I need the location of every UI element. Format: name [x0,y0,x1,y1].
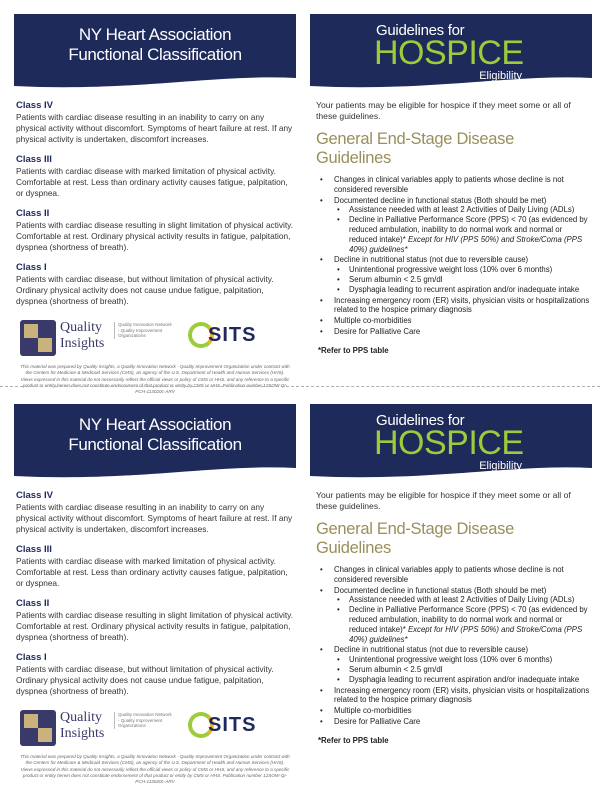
refer-note: *Refer to PPS table [318,735,389,745]
sub-list-item: • Decline in Palliative Performance Score (PPS) < 70 (as evidenced by reduced ambulation, inability to do normal work and normal or reduced intake)* Except for HIV (PPS 50%) and Stroke/Coma (PPS 40%) guidelines* [334,605,590,644]
class-heading: Class II [16,598,50,609]
disclaimer: This material was prepared by Quality Insights, a Quality Innovation Network - Quality Improvement Organization under contract with the Centers for Medicare & Medicaid Services (CMS), an agency of the U.S. Department of Health and Human Services (HHS). Views expressed in this material do not necessarily reflect the official views or policy of CMS or HHS, and any reference to a specific product or entity herein does not constitute endorsement of that product or entity by CMS or HHS. Publication number 12SOW-QI-PCH-113020c-ARV [20,364,290,395]
guidelines-for-label: Guidelines for [376,412,465,429]
guidelines-for-label: Guidelines for [376,22,465,39]
nyha-class-list [14,92,296,307]
sub-list-item: • Unintentional progressive weight loss (10% over 6 months) [334,655,590,665]
class-heading: Class III [16,544,52,555]
list-item: • Desire for Palliative Care [316,327,590,337]
class-text: Patients with cardiac disease with marked limitation of physical activity. Comfortable at rest. Less than ordinary activity causes fatigue, palpitation, or dyspnea. [16,166,288,198]
sub-list-item: • Assistance needed with at least 2 Activities of Daily Living (ADLs) [334,205,590,215]
section-title: General End-Stage Disease Guidelines [316,520,514,557]
class-i [16,652,296,697]
hospice-title: HOSPICE [374,424,524,462]
list-item: • Decline in nutritional status (not due to reversible cause) • Unintentional progressive weight loss (10% over 6 months) • Serum albumin < 2.5 gm/dl • Dysphagia leading to recurrent aspiration and/or inadequate intake [316,645,590,684]
class-heading: Class IV [16,100,53,111]
nyha-banner [14,14,296,92]
class-heading: Class II [16,208,50,219]
intro-text: Your patients may be eligible for hospice if they meet some or all of these guidelines. [316,490,571,511]
hospice-banner [310,404,592,482]
nyha-card-top [14,14,296,395]
list-item: • Multiple co-morbidities [316,706,590,716]
class-heading: Class III [16,154,52,165]
nyha-banner [14,404,296,482]
class-heading: Class I [16,652,47,663]
class-heading: Class I [16,262,47,273]
hospice-banner [310,14,592,92]
class-ii [16,208,296,253]
refer-note: *Refer to PPS table [318,345,389,355]
logo-row [14,316,296,360]
hospice-body [310,92,592,355]
quality-insights-logo-icon [20,710,56,746]
sub-list-item: • Dysphagia leading to recurrent aspiration and/or inadequate intake [334,285,590,295]
class-heading: Class IV [16,490,53,501]
class-text: Patients with cardiac disease resulting in an inability to carry on any physical activity without discomfort. Symptoms of heart failure at rest. If any physical activity is undertaken, discomfort increases. [16,112,293,144]
qin-qio-logo-text: Quality Innovation Network - Quality Improvement Organizations [114,712,174,729]
sub-list-item: • Serum albumin < 2.5 gm/dl [334,665,590,675]
intro-text: Your patients may be eligible for hospice if they meet some or all of these guidelines. [316,100,571,121]
sits-logo [186,318,276,358]
nyha-title-line2: Functional Classification [68,45,242,64]
section-title: General End-Stage Disease Guidelines [316,130,514,167]
list-item: • Increasing emergency room (ER) visits, physician visits or hospitalizations related to the hospice primary diagnosis [316,686,590,706]
sits-logo-text: SITS [208,714,257,736]
list-item: • Changes in clinical variables apply to patients whose decline is not considered reversible [316,565,590,585]
class-text: Patients with cardiac disease with marked limitation of physical activity. Comfortable at rest. Less than ordinary activity causes fatigue, palpitation, or dyspnea. [16,556,288,588]
quality-insights-logo-text: Quality Insights [60,320,105,351]
list-item: • Multiple co-morbidities [316,316,590,326]
eligibility-label: Eligibility [479,70,522,82]
class-iii [16,154,296,199]
cut-line-divider [0,386,600,387]
quality-insights-logo-icon [20,320,56,356]
list-item: • Documented decline in functional status (Both should be met) • Assistance needed with at least 2 Activities of Daily Living (ADLs) • Decline in Palliative Performance Score (PPS) < 70 (as evidenced by reduced ambulation, inability to do normal work and normal or reduced intake)* Except for HIV (PPS 50%) and Stroke/Coma (PPS 40%) guidelines* [316,586,590,645]
nyha-card-bottom [14,404,296,785]
class-text: Patients with cardiac disease resulting in an inability to carry on any physical activity without discomfort. Symptoms of heart failure at rest. If any physical activity is undertaken, discomfort increases. [16,502,293,534]
sits-logo [186,708,276,748]
logo-row [14,706,296,750]
class-iv [16,100,296,145]
nyha-title-line2: Functional Classification [68,435,242,454]
class-text: Patients with cardiac disease, but without limitation of physical activity. Ordinary physical activity does not cause undue fatigue, palpitation, dyspnea (shortness of breath). [16,274,274,306]
nyha-title-line1: NY Heart Association [78,415,232,434]
disclaimer: This material was prepared by Quality Insights, a Quality Innovation Network - Quality Improvement Organization under contract with the Centers for Medicare & Medicaid Services (CMS), an agency of the U.S. Department of Health and Human Services (HHS). Views expressed in this material do not necessarily reflect the official views or policy of CMS or HHS, and any reference to a specific product or entity herein does not constitute endorsement of that product or entity by CMS or HHS. Publication number 12SOW-QI-PCH-113020c-ARV [20,754,290,785]
eligibility-label: Eligibility [479,460,522,472]
sub-list-item: • Serum albumin < 2.5 gm/dl [334,275,590,285]
class-i [16,262,296,307]
class-text: Patients with cardiac disease resulting in slight limitation of physical activity. Comfortable at rest. Ordinary physical activity results in fatigue, palpitation, dyspnea (shortness of breath). [16,220,293,252]
class-text: Patients with cardiac disease resulting in slight limitation of physical activity. Comfortable at rest. Ordinary physical activity results in fatigue, palpitation, dyspnea (shortness of breath). [16,610,293,642]
sits-logo-text: SITS [208,324,257,346]
list-item: • Increasing emergency room (ER) visits, physician visits or hospitalizations related to the hospice primary diagnosis [316,296,590,316]
nyha-class-list [14,482,296,697]
sub-list-item: • Assistance needed with at least 2 Activities of Daily Living (ADLs) [334,595,590,605]
nyha-title-line1: NY Heart Association [78,25,232,44]
sub-list-item: • Decline in Palliative Performance Score (PPS) < 70 (as evidenced by reduced ambulation, inability to do normal work and normal or reduced intake)* Except for HIV (PPS 50%) and Stroke/Coma (PPS 40%) guidelines* [334,215,590,254]
class-text: Patients with cardiac disease, but without limitation of physical activity. Ordinary physical activity does not cause undue fatigue, palpitation, dyspnea (shortness of breath). [16,664,274,696]
hospice-body [310,482,592,745]
hospice-title: HOSPICE [374,34,524,72]
list-item: • Decline in nutritional status (not due to reversible cause) • Unintentional progressive weight loss (10% over 6 months) • Serum albumin < 2.5 gm/dl • Dysphagia leading to recurrent aspiration and/or inadequate intake [316,255,590,294]
hospice-card-bottom [310,404,592,776]
class-iv [16,490,296,535]
quality-insights-logo-text: Quality Insights [60,710,105,741]
sub-list-item: • Unintentional progressive weight loss (10% over 6 months) [334,265,590,275]
hospice-card-top [310,14,592,386]
class-iii [16,544,296,589]
list-item: • Documented decline in functional status (Both should be met) • Assistance needed with at least 2 Activities of Daily Living (ADLs) • Decline in Palliative Performance Score (PPS) < 70 (as evidenced by reduced ambulation, inability to do normal work and normal or reduced intake)* Except for HIV (PPS 50%) and Stroke/Coma (PPS 40%) guidelines* [316,196,590,255]
class-ii [16,598,296,643]
guideline-list [316,175,590,337]
list-item: • Desire for Palliative Care [316,717,590,727]
qin-qio-logo-text: Quality Innovation Network - Quality Improvement Organizations [114,322,174,339]
sub-list-item: • Dysphagia leading to recurrent aspiration and/or inadequate intake [334,675,590,685]
list-item: • Changes in clinical variables apply to patients whose decline is not considered reversible [316,175,590,195]
guideline-list [316,565,590,727]
